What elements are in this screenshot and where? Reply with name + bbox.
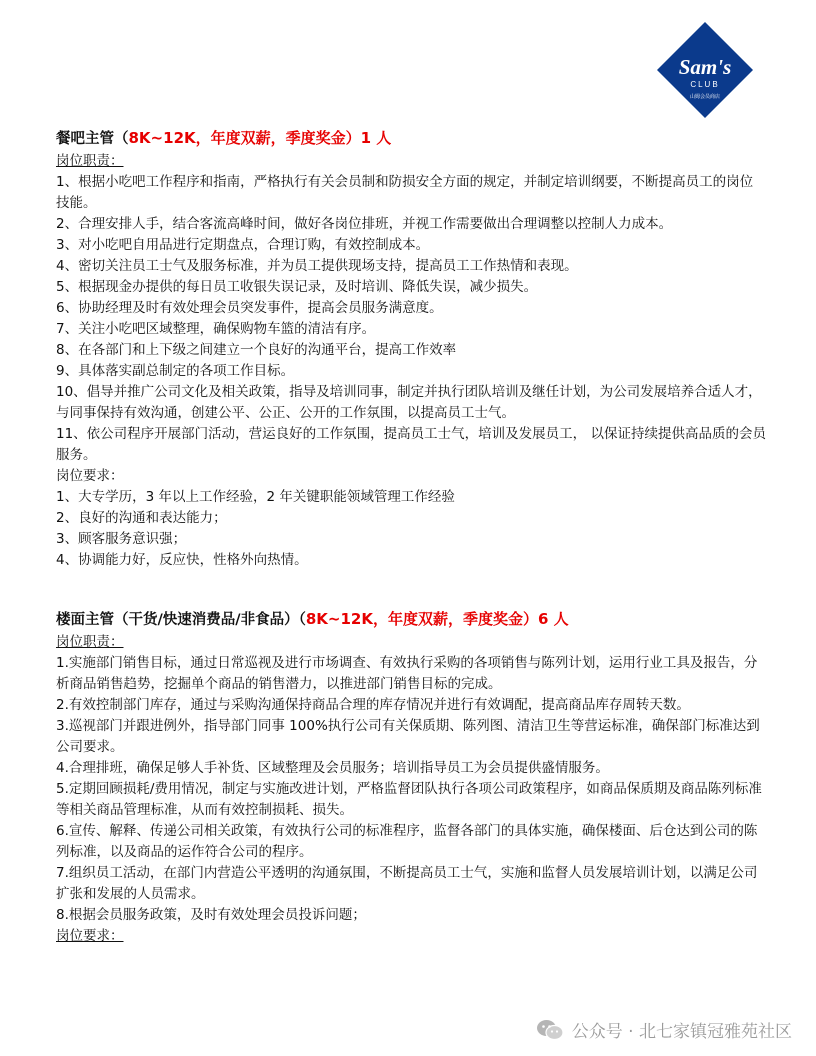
list-item: 2、合理安排人手，结合客流高峰时间，做好各岗位排班，并视工作需要做出合理调整以控制人力成本。 xyxy=(56,216,673,232)
logo-cn-text: 山姆会员商店 xyxy=(689,94,721,100)
job-document xyxy=(56,126,766,947)
list-item: 11、依公司程序开展部门活动，营运良好的工作氛围，提高员工士气，培训及发展员工， 以保证持续提供高品质的会员服务。 xyxy=(56,426,766,463)
list-item: 1、大专学历，3 年以上工作经验，2 年关键职能领域管理工作经验 xyxy=(56,489,455,505)
list-item: 3.巡视部门并跟进例外，指导部门同事 100%执行公司有关保质期、陈列图、清洁卫生等营运标准，确保部门标准达到公司要求。 xyxy=(56,718,760,755)
section2-title-salary: 8K~12K，年度双薪，季度奖金）6 人 xyxy=(305,610,569,628)
list-item: 7.组织员工活动，在部门内营造公平透明的沟通氛围，不断提高员工士气，实施和监督人员发展培训计划，以满足公司扩张和发展的人员需求。 xyxy=(56,865,758,902)
list-item: 2、良好的沟通和表达能力； xyxy=(56,510,227,526)
section1-title-salary: 8K~12K，年度双薪，季度奖金）1 人 xyxy=(128,129,392,147)
list-item: 1、根据小吃吧工作程序和指南，严格执行有关会员制和防损安全方面的规定，并制定培训纲要，不断提高员工的岗位技能。 xyxy=(56,174,754,211)
section1-title-role: 餐吧主管（ xyxy=(56,131,129,147)
watermark xyxy=(536,1017,792,1042)
section2-duties-label: 岗位职责： xyxy=(56,634,124,650)
wechat-icon xyxy=(536,1019,564,1041)
logo-brand-text: Sam's xyxy=(678,55,732,79)
list-item: 6.宣传、解释、传递公司相关政策，有效执行公司的标准程序，监督各部门的具体实施，确保楼面、后仓达到公司的陈列标准，以及商品的运作符合公司的程序。 xyxy=(56,823,758,860)
section2-title-role: 楼面主管（干货/快速消费品/非食品）（ xyxy=(56,612,306,628)
section2-title xyxy=(56,607,766,632)
list-item: 8.根据会员服务政策，及时有效处理会员投诉问题； xyxy=(56,907,366,923)
list-item: 8、在各部门和上下级之间建立一个良好的沟通平台，提高工作效率 xyxy=(56,342,457,358)
list-item: 5.定期回顾损耗/费用情况，制定与实施改进计划，严格监督团队执行各项公司政策程序，如商品保质期及商品陈列标准等相关商品管理标准，从而有效控制损耗、损失。 xyxy=(56,781,762,818)
list-item: 5、根据现金办提供的每日员工收银失误记录，及时培训、降低失误，减少损失。 xyxy=(56,279,538,295)
list-item: 10、倡导并推广公司文化及相关政策，指导及培训同事，制定并执行团队培训及继任计划，为公司发展培养合适人才，与同事保持有效沟通，创建公平、公正、公开的工作氛围，以提高员工士气。 xyxy=(56,384,762,421)
watermark-text: 公众号 · 北七家镇冠雅苑社区 xyxy=(571,1022,792,1042)
list-item: 4.合理排班，确保足够人手补货、区域整理及会员服务；培训指导员工为会员提供盛情服务。 xyxy=(56,760,609,776)
list-item: 3、顾客服务意识强； xyxy=(56,531,187,547)
list-item: 9、具体落实副总制定的各项工作目标。 xyxy=(56,363,295,379)
list-item: 3、对小吃吧自用品进行定期盘点，合理订购，有效控制成本。 xyxy=(56,237,430,253)
section2-req-label: 岗位要求： xyxy=(56,928,124,944)
logo-diamond xyxy=(655,20,755,120)
sams-club-logo xyxy=(655,20,755,120)
section-snack-bar-supervisor xyxy=(56,126,766,571)
section1-req-list xyxy=(56,487,766,571)
list-item: 4、密切关注员工士气及服务标准，并为员工提供现场支持，提高员工工作热情和表现。 xyxy=(56,258,578,274)
section1-req-label: 岗位要求： xyxy=(56,468,124,484)
section1-duties-list xyxy=(56,172,766,466)
list-item: 2.有效控制部门库存，通过与采购沟通保持商品合理的库存情况并进行有效调配，提高商品库存周转天数。 xyxy=(56,697,690,713)
section-floor-supervisor xyxy=(56,607,766,947)
list-item: 4、协调能力好，反应快，性格外向热情。 xyxy=(56,552,308,568)
list-item: 6、协助经理及时有效处理会员突发事件，提高会员服务满意度。 xyxy=(56,300,443,316)
logo-club-text: CLUB xyxy=(690,80,720,89)
list-item: 1.实施部门销售目标，通过日常巡视及进行市场调查、有效执行采购的各项销售与陈列计划，运用行业工具及报告，分析商品销售趋势，挖掘单个商品的销售潜力，以推进部门销售目标的完成。 xyxy=(56,655,758,692)
section1-title xyxy=(56,126,766,151)
list-item: 7、关注小吃吧区域整理，确保购物车篮的清洁有序。 xyxy=(56,321,376,337)
section2-duties-list xyxy=(56,653,766,926)
section1-duties-label: 岗位职责： xyxy=(56,153,124,169)
